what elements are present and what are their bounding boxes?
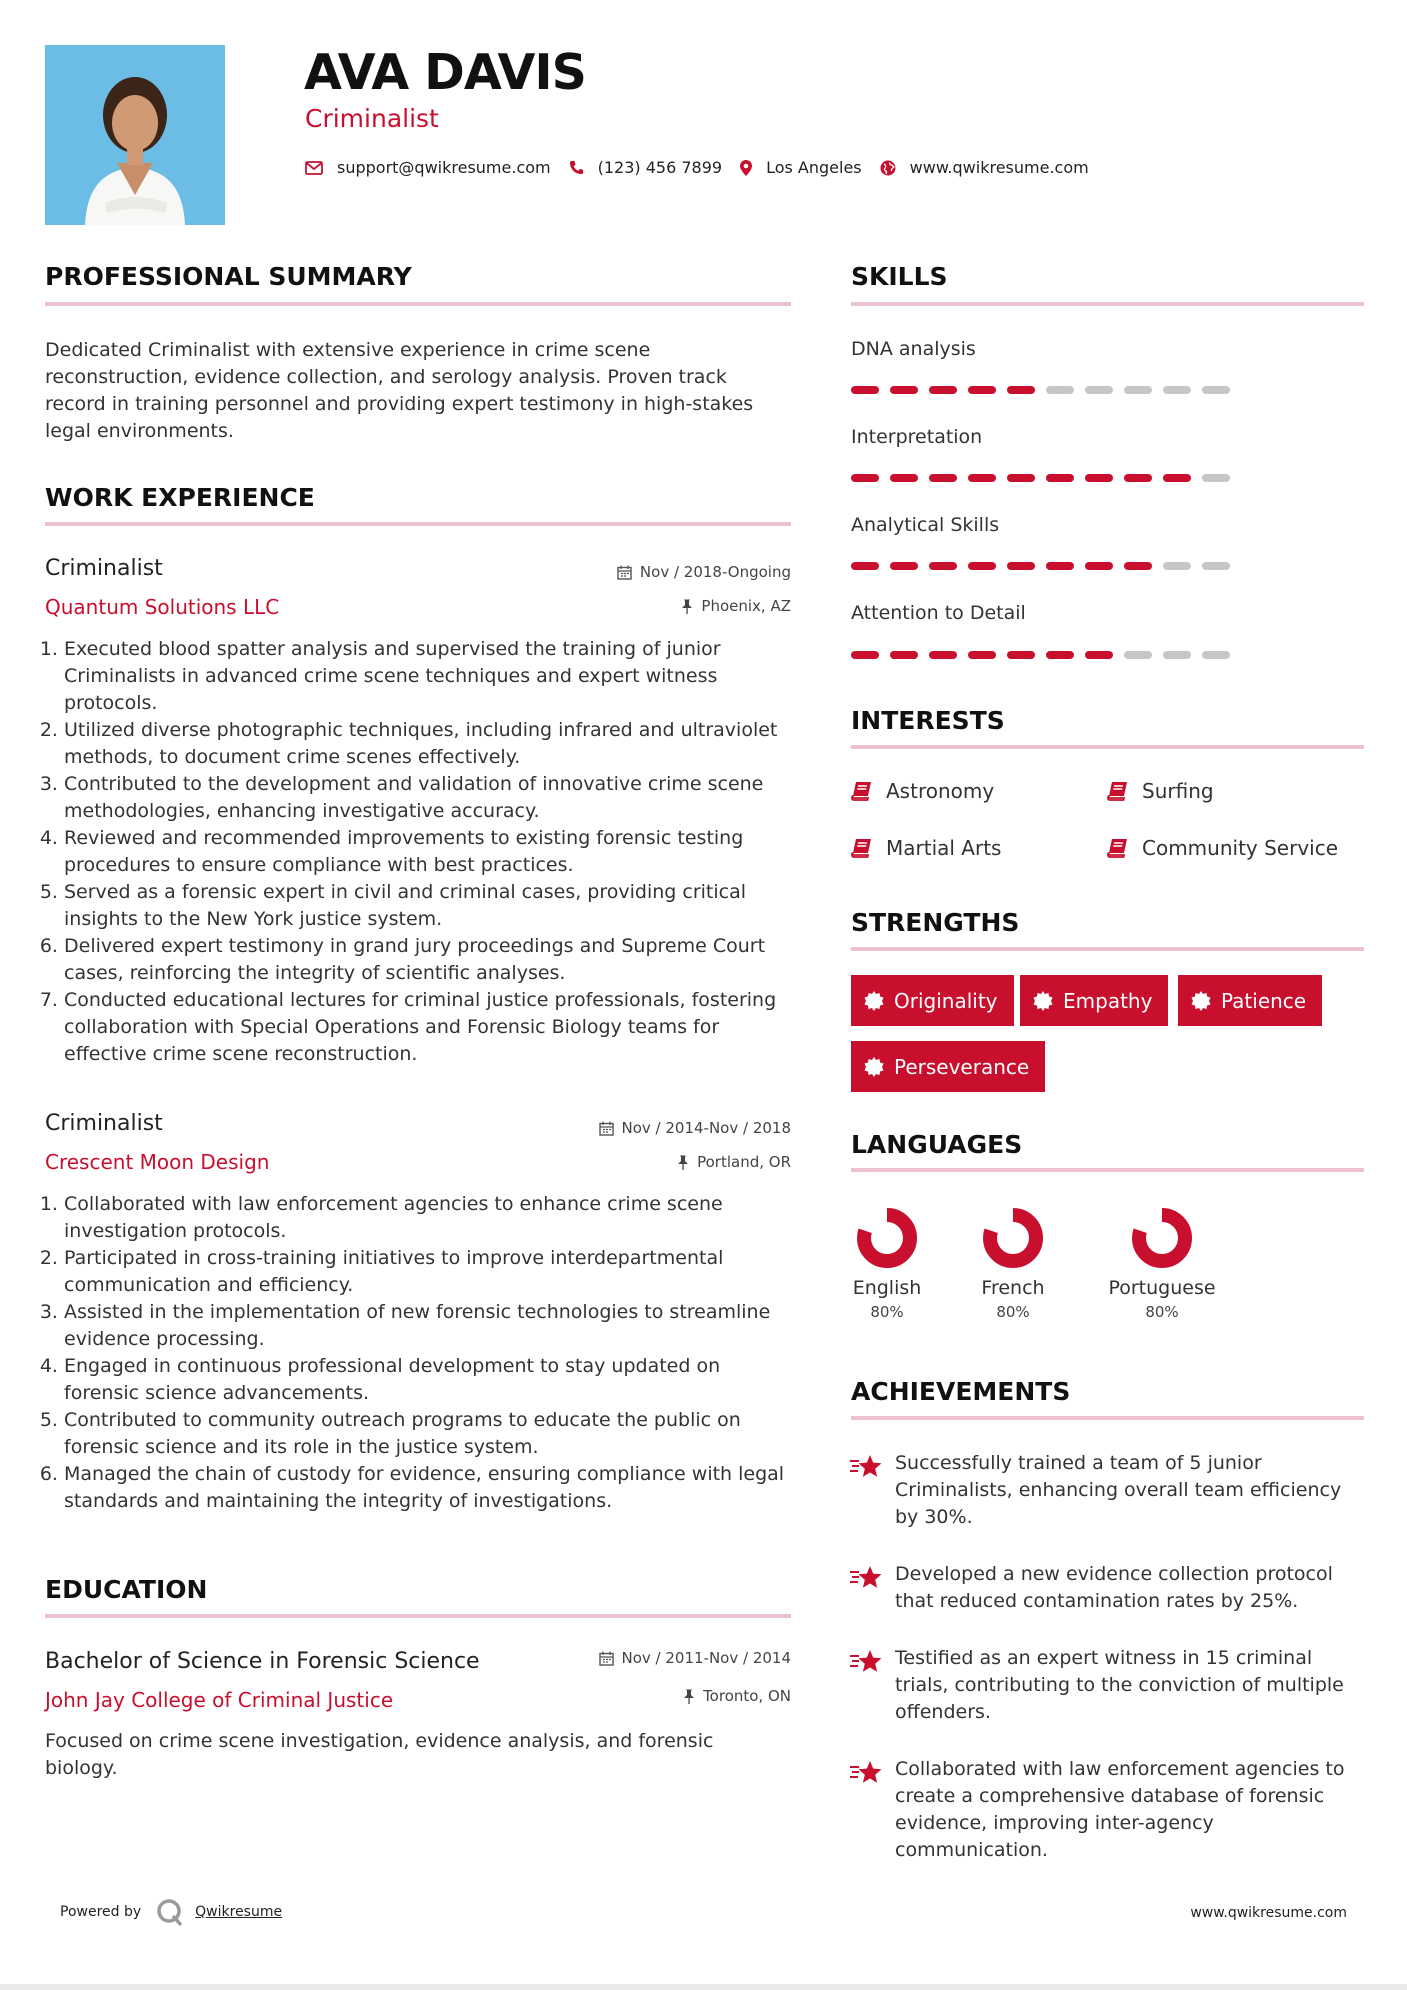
book-icon — [851, 781, 873, 801]
job-1-dates — [617, 563, 791, 581]
skill-name: Attention to Detail — [851, 602, 1026, 624]
skill-dot-filled — [1046, 474, 1074, 482]
skill-dot-filled — [1085, 562, 1113, 570]
job-1-dates-text: Nov / 2018-Ongoing — [639, 563, 791, 581]
contact-website[interactable] — [880, 158, 1089, 177]
pushpin-icon — [681, 599, 693, 614]
job-2-dates-text: Nov / 2014-Nov / 2018 — [621, 1119, 791, 1137]
calendar-icon — [599, 1651, 614, 1666]
skill-dot-empty — [1163, 562, 1191, 570]
skill-dot-filled — [851, 474, 879, 482]
school-name: John Jay College of Criminal Justice — [45, 1688, 394, 1712]
achievements-divider — [851, 1416, 1364, 1420]
powered-by-text: Powered by — [60, 1904, 142, 1920]
skill-rating — [851, 474, 1241, 482]
interest-item — [1107, 836, 1338, 860]
job-2-duty: 1. Collaborated with law enforcement agencies to enhance crime scene investigation protocols. — [64, 1191, 795, 1245]
language-name: Portuguese — [1108, 1277, 1216, 1299]
language-name: French — [981, 1277, 1045, 1299]
globe-icon — [880, 160, 896, 176]
achievement-item — [849, 1561, 1360, 1615]
education-location-text: Toronto, ON — [703, 1687, 791, 1705]
job-2-duties — [45, 1191, 795, 1515]
job-2-duty: 3. Assisted in the implementation of new forensic technologies to streamline evidence processing. — [64, 1299, 795, 1353]
strengths-divider — [851, 947, 1364, 951]
job-1-duty: 7. Conducted educational lectures for criminal justice professionals, fostering collaboration with Special Operations and Forensic Biology teams for effective crime scene reconstruction. — [64, 987, 795, 1068]
language-item — [978, 1207, 1048, 1321]
language-item — [851, 1207, 923, 1321]
pushpin-icon — [683, 1689, 695, 1704]
achievement-item — [849, 1756, 1360, 1864]
job-2-location-text: Portland, OR — [697, 1153, 791, 1171]
footer-website[interactable]: www.qwikresume.com — [1190, 1905, 1347, 1921]
star-icon — [849, 1648, 883, 1676]
skill-dot-filled — [968, 651, 996, 659]
interests-divider — [851, 745, 1364, 749]
skills-divider — [851, 302, 1364, 306]
qwikresume-link[interactable]: Qwikresume — [195, 1904, 283, 1920]
badge-icon — [1033, 991, 1053, 1011]
job-2-duty: 4. Engaged in continuous professional development to stay updated on forensic science advancements. — [64, 1353, 795, 1407]
skill-rating — [851, 651, 1241, 659]
skill-name: Interpretation — [851, 426, 983, 448]
skill-rating — [851, 562, 1241, 570]
skill-dot-empty — [1202, 562, 1230, 570]
skill-dot-filled — [890, 651, 918, 659]
summary-text: Dedicated Criminalist with extensive experience in crime scene reconstruction, evidence collection, and serology analysis. Proven track record in training personnel and providing expert testimony in high-stakes legal environments. — [45, 339, 754, 442]
summary-divider — [45, 302, 791, 306]
interest-item — [851, 779, 994, 803]
interest-label: Surfing — [1142, 779, 1214, 803]
achievement-item — [849, 1450, 1360, 1531]
skill-dot-filled — [929, 474, 957, 482]
skill-dot-filled — [929, 562, 957, 570]
skill-name: DNA analysis — [851, 338, 976, 360]
skill-dot-filled — [851, 651, 879, 659]
achievement-text: Collaborated with law enforcement agencies to create a comprehensive database of forensic evidence, improving inter-agency communication. — [895, 1758, 1345, 1861]
candidate-title: Criminalist — [305, 104, 439, 133]
skill-dot-filled — [1007, 386, 1035, 394]
skill-dot-empty — [1124, 651, 1152, 659]
language-percent: 80% — [996, 1303, 1030, 1321]
job-1-duties — [45, 636, 795, 1068]
skill-dot-filled — [1007, 562, 1035, 570]
skill-dot-filled — [851, 562, 879, 570]
book-icon — [1107, 781, 1129, 801]
job-2-duty: 5. Contributed to community outreach programs to educate the public on forensic science and its role in the justice system. — [64, 1407, 795, 1461]
skill-dot-filled — [1085, 651, 1113, 659]
skill-dot-filled — [968, 562, 996, 570]
experience-heading: WORK EXPERIENCE — [45, 483, 315, 512]
skill-name: Analytical Skills — [851, 514, 1000, 536]
skills-heading: SKILLS — [851, 262, 948, 291]
contact-phone[interactable] — [569, 158, 722, 177]
pushpin-icon — [677, 1155, 689, 1170]
calendar-icon — [599, 1121, 614, 1136]
job-2-duty: 6. Managed the chain of custody for evidence, ensuring compliance with legal standards and maintaining the integrity of investigations. — [64, 1461, 795, 1515]
footer-powered-by — [60, 1897, 282, 1927]
qwikresume-logo-icon — [155, 1897, 185, 1927]
skill-dot-filled — [1046, 651, 1074, 659]
education-dates-text: Nov / 2011-Nov / 2014 — [621, 1649, 791, 1667]
contact-bar — [305, 158, 1107, 177]
skill-dot-filled — [1007, 651, 1035, 659]
profile-photo — [45, 45, 225, 225]
education-heading: EDUCATION — [45, 1575, 208, 1604]
skill-dot-empty — [1202, 474, 1230, 482]
language-ring — [1131, 1207, 1193, 1269]
badge-icon — [864, 991, 884, 1011]
job-2-company: Crescent Moon Design — [45, 1150, 270, 1174]
job-2-dates — [599, 1119, 792, 1137]
skill-dot-filled — [890, 562, 918, 570]
job-1-company: Quantum Solutions LLC — [45, 595, 280, 619]
achievement-item — [849, 1645, 1360, 1726]
skill-dot-filled — [1046, 562, 1074, 570]
achievement-text: Developed a new evidence collection protocol that reduced contamination rates by 25%. — [895, 1563, 1333, 1612]
skill-dot-empty — [1046, 386, 1074, 394]
strength-label: Patience — [1221, 988, 1307, 1013]
skill-dot-filled — [1124, 474, 1152, 482]
strength-tag — [1178, 975, 1322, 1026]
job-1-duty: 2. Utilized diverse photographic techniques, including infrared and ultraviolet methods, to document crime scenes effectively. — [64, 717, 795, 771]
envelope-icon — [305, 161, 323, 175]
languages-divider — [851, 1168, 1364, 1172]
job-1-location — [681, 597, 791, 615]
language-percent: 80% — [870, 1303, 904, 1321]
strength-tag — [851, 1041, 1045, 1092]
strength-label: Empathy — [1063, 988, 1153, 1013]
strength-tag — [1020, 975, 1168, 1026]
job-1-duty: 4. Reviewed and recommended improvements to existing forensic testing procedures to ensure compliance with best practices. — [64, 825, 795, 879]
star-icon — [849, 1564, 883, 1592]
interests-heading: INTERESTS — [851, 706, 1005, 735]
strength-label: Originality — [894, 988, 998, 1013]
job-1-duty: 6. Delivered expert testimony in grand jury proceedings and Supreme Court cases, reinforcing the integrity of scientific analyses. — [64, 933, 795, 987]
skill-dot-empty — [1163, 386, 1191, 394]
skill-dot-empty — [1163, 651, 1191, 659]
skill-dot-empty — [1202, 651, 1230, 659]
strength-label: Perseverance — [894, 1054, 1030, 1079]
contact-location — [740, 158, 862, 177]
skill-rating — [851, 386, 1241, 394]
website-text: www.qwikresume.com — [909, 158, 1089, 177]
location-text: Los Angeles — [766, 158, 862, 177]
book-icon — [851, 838, 873, 858]
language-ring — [856, 1207, 918, 1269]
skill-dot-filled — [890, 474, 918, 482]
job-2-location — [677, 1153, 791, 1171]
interest-item — [1107, 779, 1214, 803]
skill-dot-filled — [1007, 474, 1035, 482]
language-item — [1106, 1207, 1218, 1321]
job-2-duty: 2. Participated in cross-training initiatives to improve interdepartmental communication and efficiency. — [64, 1245, 795, 1299]
skill-dot-filled — [968, 474, 996, 482]
skill-dot-empty — [1202, 386, 1230, 394]
summary-heading: PROFESSIONAL SUMMARY — [45, 262, 412, 291]
candidate-name: AVA DAVIS — [304, 44, 586, 101]
contact-email[interactable] — [305, 158, 551, 177]
interest-label: Martial Arts — [886, 836, 1002, 860]
language-name: English — [852, 1277, 922, 1299]
skill-dot-empty — [1085, 386, 1113, 394]
skill-dot-filled — [851, 386, 879, 394]
strength-tag — [851, 975, 1014, 1026]
job-1-location-text: Phoenix, AZ — [701, 597, 791, 615]
education-dates — [599, 1649, 792, 1667]
star-icon — [849, 1759, 883, 1787]
map-pin-icon — [740, 160, 752, 176]
education-location — [683, 1687, 791, 1705]
job-1-title: Criminalist — [45, 556, 163, 581]
skill-dot-filled — [1085, 474, 1113, 482]
star-icon — [849, 1453, 883, 1481]
job-1-duty: 1. Executed blood spatter analysis and supervised the training of junior Criminalists in advanced crime scene techniques and expert witness protocols. — [64, 636, 795, 717]
achievement-text: Successfully trained a team of 5 junior Criminalists, enhancing overall team efficiency by 30%. — [895, 1452, 1342, 1528]
bottom-bar — [0, 1984, 1407, 1990]
interest-label: Astronomy — [886, 779, 995, 803]
skill-dot-filled — [968, 386, 996, 394]
email-text: support@qwikresume.com — [337, 158, 551, 177]
job-2-title: Criminalist — [45, 1111, 163, 1136]
degree-title: Bachelor of Science in Forensic Science — [45, 1649, 480, 1674]
education-divider — [45, 1614, 791, 1618]
calendar-icon — [617, 565, 632, 580]
phone-text: (123) 456 7899 — [597, 158, 723, 177]
skill-dot-empty — [1124, 386, 1152, 394]
book-icon — [1107, 838, 1129, 858]
job-1-duty: 3. Contributed to the development and validation of innovative crime scene methodologies, enhancing investigative accuracy. — [64, 771, 795, 825]
skill-dot-filled — [1124, 562, 1152, 570]
languages-heading: LANGUAGES — [851, 1130, 1023, 1159]
interest-item — [851, 836, 1001, 860]
badge-icon — [864, 1057, 884, 1077]
job-1-duty: 5. Served as a forensic expert in civil and criminal cases, providing critical insights to the New York justice system. — [64, 879, 795, 933]
phone-icon — [569, 160, 584, 175]
badge-icon — [1191, 991, 1211, 1011]
achievements-heading: ACHIEVEMENTS — [851, 1377, 1071, 1406]
strengths-heading: STRENGTHS — [851, 908, 1020, 937]
language-percent: 80% — [1145, 1303, 1179, 1321]
interest-label: Community Service — [1142, 836, 1339, 860]
language-ring — [982, 1207, 1044, 1269]
skill-dot-filled — [890, 386, 918, 394]
skill-dot-filled — [929, 651, 957, 659]
experience-divider — [45, 522, 791, 526]
skill-dot-filled — [929, 386, 957, 394]
education-description: Focused on crime scene investigation, evidence analysis, and forensic biology. — [45, 1730, 714, 1779]
achievement-text: Testified as an expert witness in 15 criminal trials, contributing to the conviction of multiple offenders. — [895, 1647, 1344, 1723]
skill-dot-filled — [1163, 474, 1191, 482]
